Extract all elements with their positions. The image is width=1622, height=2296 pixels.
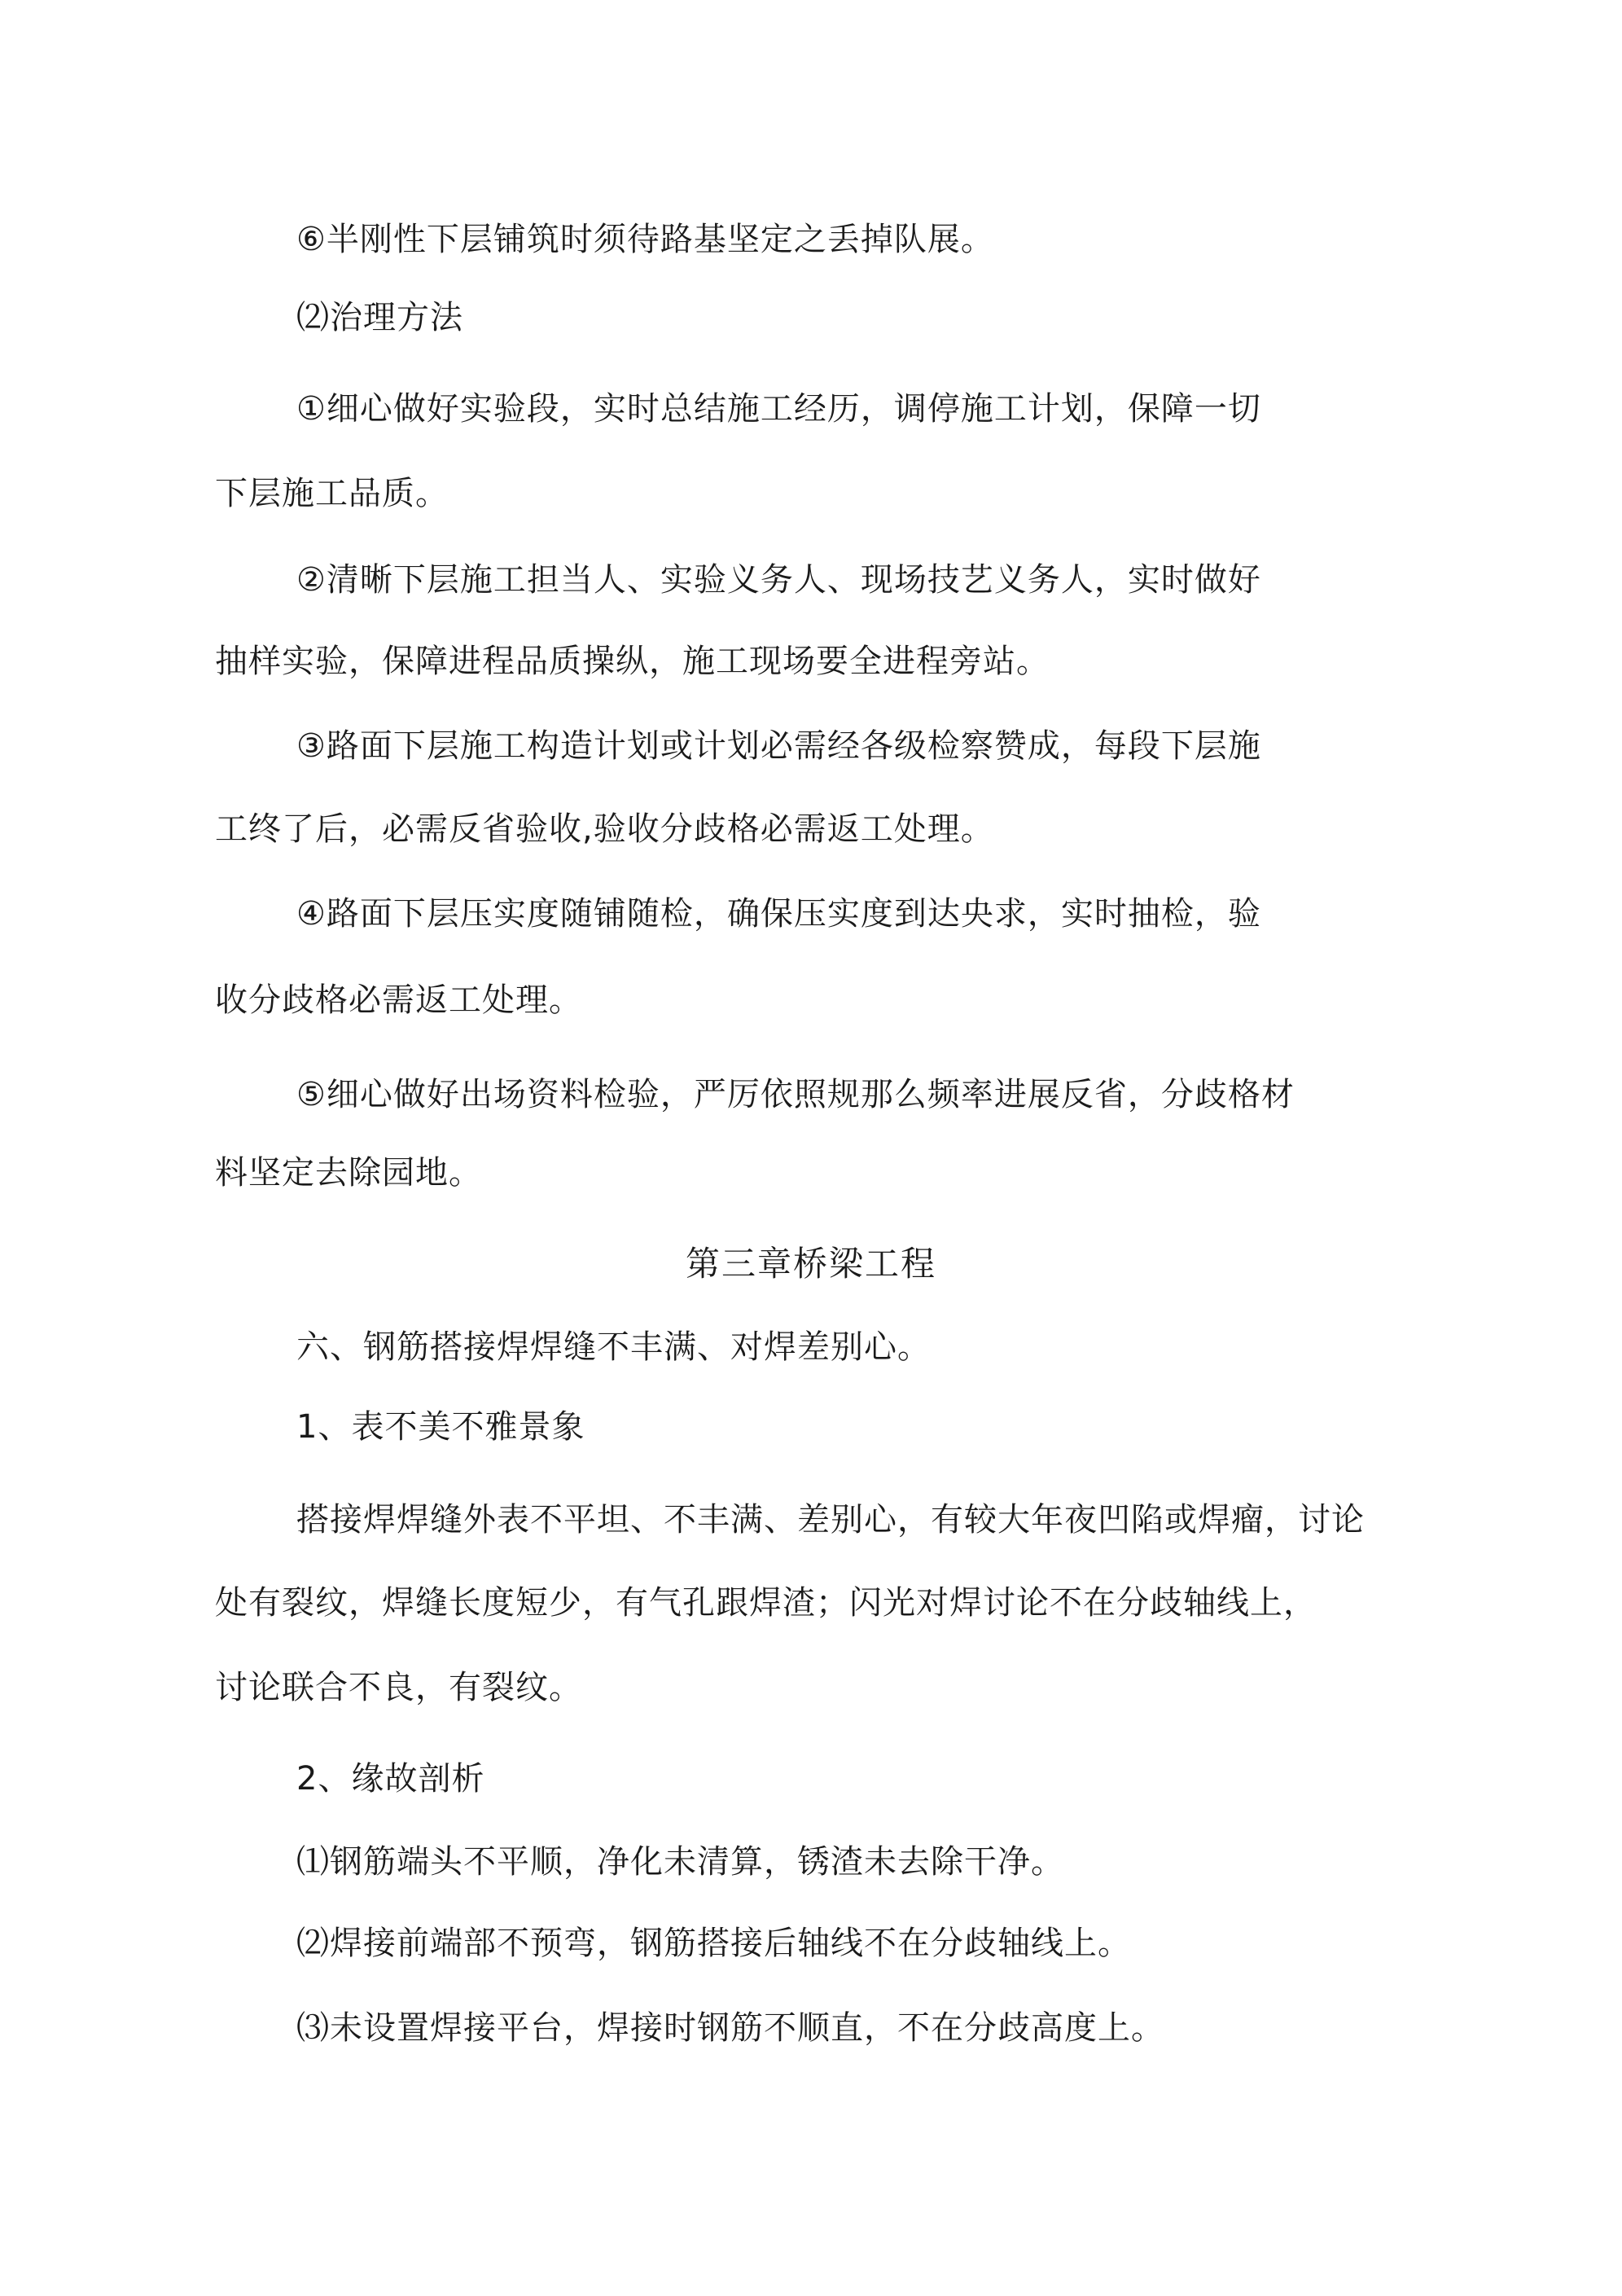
method-item-1-line-1: ①细心做好实验段，实时总结施工经历，调停施工计划，保障一切 — [296, 390, 1261, 428]
method-item-5-line-2: 料坚定去除园地。 — [215, 1154, 482, 1192]
method-item-4-line-2: 收分歧格必需返工处理。 — [215, 981, 582, 1019]
method-item-5-line-1: ⑤细心做好出场资料检验，严厉依照规那么频率进展反省，分歧格材 — [296, 1076, 1295, 1113]
appearance-subheading: 1、表不美不雅景象 — [296, 1408, 585, 1446]
chapter-title: 第三章桥梁工程 — [685, 1244, 936, 1284]
appearance-paragraph-line-3: 讨论联合不良，有裂纹。 — [215, 1669, 582, 1706]
appearance-paragraph-line-2: 处有裂纹，焊缝长度短少，有气孔跟焊渣；闪光对焊讨论不在分歧轴线上， — [215, 1584, 1317, 1622]
cause-item-3: ⑶未设置焊接平台，焊接时钢筋不顺直，不在分歧高度上。 — [296, 2009, 1164, 2047]
section-title: 六、钢筋搭接焊焊缝不丰满、对焊差别心。 — [296, 1328, 931, 1366]
appearance-paragraph-line-1: 搭接焊焊缝外表不平坦、不丰满、差别心，有较大年夜凹陷或焊瘤，讨论 — [296, 1501, 1365, 1539]
method-subheading: ⑵治理方法 — [296, 299, 463, 336]
method-item-3-line-1: ③路面下层施工构造计划或计划必需经各级检察赞成，每段下层施 — [296, 727, 1261, 765]
method-item-4-line-1: ④路面下层压实度随铺随检，确保压实度到达央求，实时抽检，验 — [296, 895, 1261, 933]
cause-subheading: 2、缘故剖析 — [296, 1760, 485, 1798]
method-item-2-line-1: ②清晰下层施工担当人、实验义务人、现场技艺义务人，实时做好 — [296, 561, 1261, 599]
method-item-2-line-2: 抽样实验，保障进程品质操纵，施工现场要全进程旁站。 — [215, 643, 1050, 680]
cause-item-1: ⑴钢筋端头不平顺，净化未清算，锈渣未去除干净。 — [296, 1843, 1064, 1881]
cause-item-2: ⑵焊接前端部不预弯，钢筋搭接后轴线不在分歧轴线上。 — [296, 1925, 1131, 1962]
method-item-3-line-2: 工终了后，必需反省验收,验收分歧格必需返工处理。 — [215, 810, 994, 848]
list-item-6: ⑥半刚性下层铺筑时须待路基坚定之丢掉队展。 — [296, 221, 994, 258]
method-item-1-line-2: 下层施工品质。 — [215, 475, 449, 512]
